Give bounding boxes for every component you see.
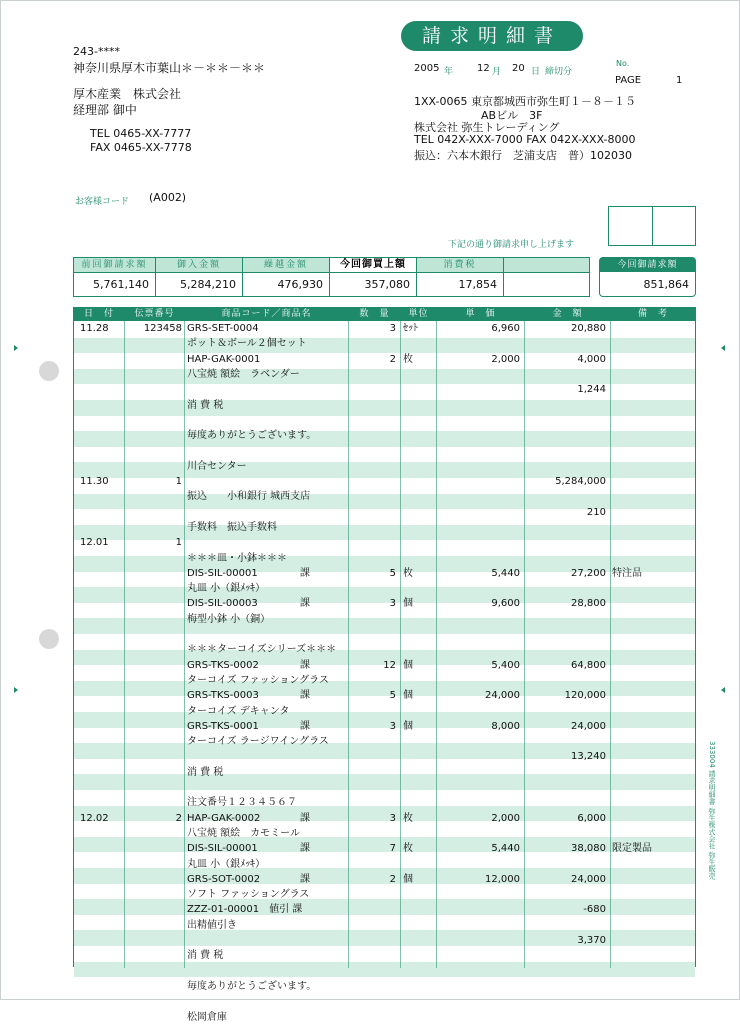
cell-unit: 枚 [403,567,413,579]
cell-product: GRS-SOT-0002 [187,873,261,885]
cell-product: 丸皿 小（銀ﾒｯｷ） [187,583,266,595]
cell-product: 丸皿 小（銀ﾒｯｷ） [187,858,266,870]
issuer-address: 1XX-0065 東京都城西市弥生町１－８－１５ [414,95,636,108]
cell-product: ＊＊＊ターコイズシリーズ＊＊＊ [187,644,337,656]
cell-amount: 24,000 [571,720,606,732]
cell-tax: 課 [300,598,310,610]
summary-header-purchases: 今回御買上額 [330,258,416,272]
cell-unit: ｾｯﾄ [403,323,418,334]
issuer-building: ABビル 3F [481,109,543,122]
right-arrow-mark-top [721,345,725,351]
month-label: 月 [492,67,502,77]
request-note: 下記の通り御請求申し上げます [448,240,575,250]
cell-remarks: 特注品 [612,567,642,579]
cell-price: 8,000 [491,720,520,732]
summary-header-previous: 前回御請求額 [74,258,155,272]
cell-tax: 課 [300,812,310,824]
stamp-box [608,206,696,246]
cell-slip: 1 [175,537,182,549]
cell-unit: 個 [403,873,413,885]
header-amount: 金 額 [552,309,583,319]
cell-product: ポット＆ボール２個セット [187,338,307,350]
recipient-postal: 243-**** [73,45,120,58]
detail-header-row [74,308,695,321]
right-arrow-mark-bottom [721,687,725,693]
cell-price: 12,000 [485,873,520,885]
cell-product: ターコイズ ファッショングラス [187,674,329,686]
header-date: 日 付 [83,309,114,319]
cell-product: ソフト ファッショングラス [187,889,310,901]
cell-price: 9,600 [491,598,520,610]
cell-price: 2,000 [491,812,520,824]
customer-code: (A002) [149,191,187,204]
cell-amount: 6,000 [577,812,606,824]
issuer-company: 株式会社 弥生トレーディング [414,121,560,134]
binder-hole-bottom [39,629,59,649]
recipient-fax: FAX 0465-XX-7778 [90,141,192,154]
cell-product: 消 費 税 [187,950,224,962]
cell-amount: 27,200 [571,567,606,579]
side-print: 333004 請求明細書 弥生株式会社 弥生販売 [708,741,716,880]
current-billing-box [599,257,696,297]
cell-tax: 課 [300,690,310,702]
issuer-bank: 振込：六本木銀行 芝浦支店 普）102030 [414,149,632,162]
table-band [74,618,695,634]
header-product: 商品コード／商品名 [221,309,312,319]
cell-qty: 5 [389,567,396,579]
header-qty: 数 量 [359,309,390,319]
cell-remarks: 限定製品 [612,843,652,855]
left-arrow-mark-bottom [14,687,18,693]
cell-slip: 123458 [143,323,182,334]
cell-amount: 24,000 [571,873,606,885]
cell-product: ＊＊＊皿・小鉢＊＊＊ [187,552,287,564]
cell-qty: 3 [389,323,396,334]
cell-product: 注文番号１２３４５６７ [187,797,297,809]
summary-header-payment: 御入金額 [156,258,242,272]
summary-purchases: 357,080 [364,278,410,291]
cell-qty: 2 [389,353,396,365]
cell-amount: 3,370 [577,935,606,946]
cell-amount: 120,000 [564,690,606,702]
cell-qty: 12 [383,659,396,671]
summary-payment: 5,284,210 [180,278,236,291]
binder-hole-top [39,361,59,381]
table-band [74,962,695,978]
cell-product: 毎度ありがとうございます。 [187,430,317,442]
summary-previous: 5,761,140 [93,278,149,291]
current-billing-label: 今回御請求額 [600,258,695,272]
recipient-company: 厚木産業 株式会社 [73,87,182,101]
cell-price: 5,400 [491,659,520,671]
cell-amount: 1,244 [577,384,606,396]
closing-day: 20 [512,63,525,74]
recipient-address: 神奈川県厚木市葉山＊－＊＊－＊＊ [73,61,266,75]
header-unit: 単位 [408,309,429,319]
cell-product: ZZZ-01-00001 値引 課 [187,904,303,916]
cell-amount: 38,080 [571,843,606,855]
no-label: No. [616,59,630,68]
cell-product: DIS-SIL-00003 [187,598,258,610]
cell-tax: 課 [300,843,310,855]
cell-qty: 3 [389,720,396,732]
recipient-tel: TEL 0465-XX-7777 [90,127,192,140]
closing-label: 締切分 [545,67,573,77]
cell-product: 八宝焼 額絵 カモミール [187,827,300,839]
cell-amount: 64,800 [571,659,606,671]
cell-unit: 個 [403,598,413,610]
summary-tax: 17,854 [458,278,497,291]
cell-product: 出精値引き [187,919,237,931]
cell-amount: 4,000 [577,353,606,365]
cell-product: 川合センター [187,460,247,472]
issuer-tel-fax: TEL 042X-XXX-7000 FAX 042X-XXX-8000 [414,133,636,146]
table-band [74,431,695,447]
page-label: PAGE [615,75,642,86]
cell-date: 11.28 [80,323,109,334]
cell-qty: 2 [389,873,396,885]
cell-unit: 枚 [403,812,413,824]
cell-unit: 個 [403,659,413,671]
cell-slip: 2 [175,812,182,824]
cell-tax: 課 [300,567,310,579]
table-band [74,338,695,354]
summary-header-tax: 消費税 [417,258,503,272]
cell-qty: 5 [389,690,396,702]
closing-month: 12 [477,63,490,74]
header-price: 単 価 [465,309,496,319]
cell-qty: 3 [389,598,396,610]
cell-price: 2,000 [491,353,520,365]
cell-price: 24,000 [485,690,520,702]
cell-product: GRS-TKS-0002 [187,659,259,671]
cell-slip: 1 [175,476,182,487]
cell-qty: 3 [389,812,396,824]
cell-product: HAP-GAK-0001 [187,353,261,365]
cell-price: 6,960 [491,323,520,334]
cell-tax: 課 [300,720,310,732]
cell-product: ターコイズ ラージワイングラス [187,736,329,748]
cell-product: GRS-SET-0004 [187,323,259,334]
cell-product: 手数料 振込手数料 [187,521,277,533]
detail-table [73,307,696,1023]
cell-unit: 枚 [403,353,413,365]
table-band [74,369,695,385]
cell-product: 八宝焼 額絵 ラベンダー [187,368,300,380]
cell-amount: 5,284,000 [555,476,606,487]
cell-amount: 13,240 [571,751,606,763]
cell-price: 5,440 [491,567,520,579]
cell-product: ターコイズ デキャンタ [187,705,290,717]
cell-product: GRS-TKS-0003 [187,690,259,702]
cell-tax: 課 [300,873,310,885]
cell-product: HAP-GAK-0002 [187,812,261,824]
cell-qty: 7 [389,843,396,855]
cell-product: 振込 小和銀行 城西支店 [187,491,311,503]
cell-amount: 20,880 [571,323,606,334]
cell-product: GRS-TKS-0001 [187,720,259,732]
summary-header-carryover: 繰越金額 [243,258,329,272]
cell-product: DIS-SIL-00001 [187,843,258,855]
closing-year: 2005 [414,63,440,74]
table-band [74,774,695,790]
summary-header-blank [504,258,589,272]
summary-table [73,257,590,297]
summary-carryover: 476,930 [277,278,323,291]
current-billing-value: 851,864 [643,278,689,291]
cell-product: 梅型小鉢 小（銅） [187,613,271,625]
cell-product: 松岡倉庫 [187,1011,227,1023]
cell-amount: 28,800 [571,598,606,610]
cell-unit: 枚 [403,843,413,855]
cell-product: 消 費 税 [187,766,224,778]
cell-unit: 個 [403,720,413,732]
header-slip: 伝票番号 [134,309,175,319]
recipient-department: 経理部 御中 [73,103,137,117]
page-number: 1 [676,75,683,86]
cell-date: 12.02 [80,812,109,824]
day-label: 日 [531,67,541,77]
left-arrow-mark-top [14,345,18,351]
cell-product: DIS-SIL-00001 [187,567,258,579]
cell-price: 5,440 [491,843,520,855]
year-label: 年 [444,67,454,77]
cell-tax: 課 [300,659,310,671]
cell-date: 12.01 [80,537,109,549]
customer-code-label: お客様コード [75,197,130,207]
header-remarks: 備 考 [637,309,668,319]
table-band [74,400,695,416]
document-title: 請求明細書 [401,21,583,51]
cell-product: 消 費 税 [187,399,224,411]
cell-amount: -680 [583,904,606,916]
cell-amount: 210 [586,506,606,518]
cell-unit: 個 [403,690,413,702]
cell-date: 11.30 [80,476,109,487]
cell-product: 毎度ありがとうございます。 [187,980,317,992]
